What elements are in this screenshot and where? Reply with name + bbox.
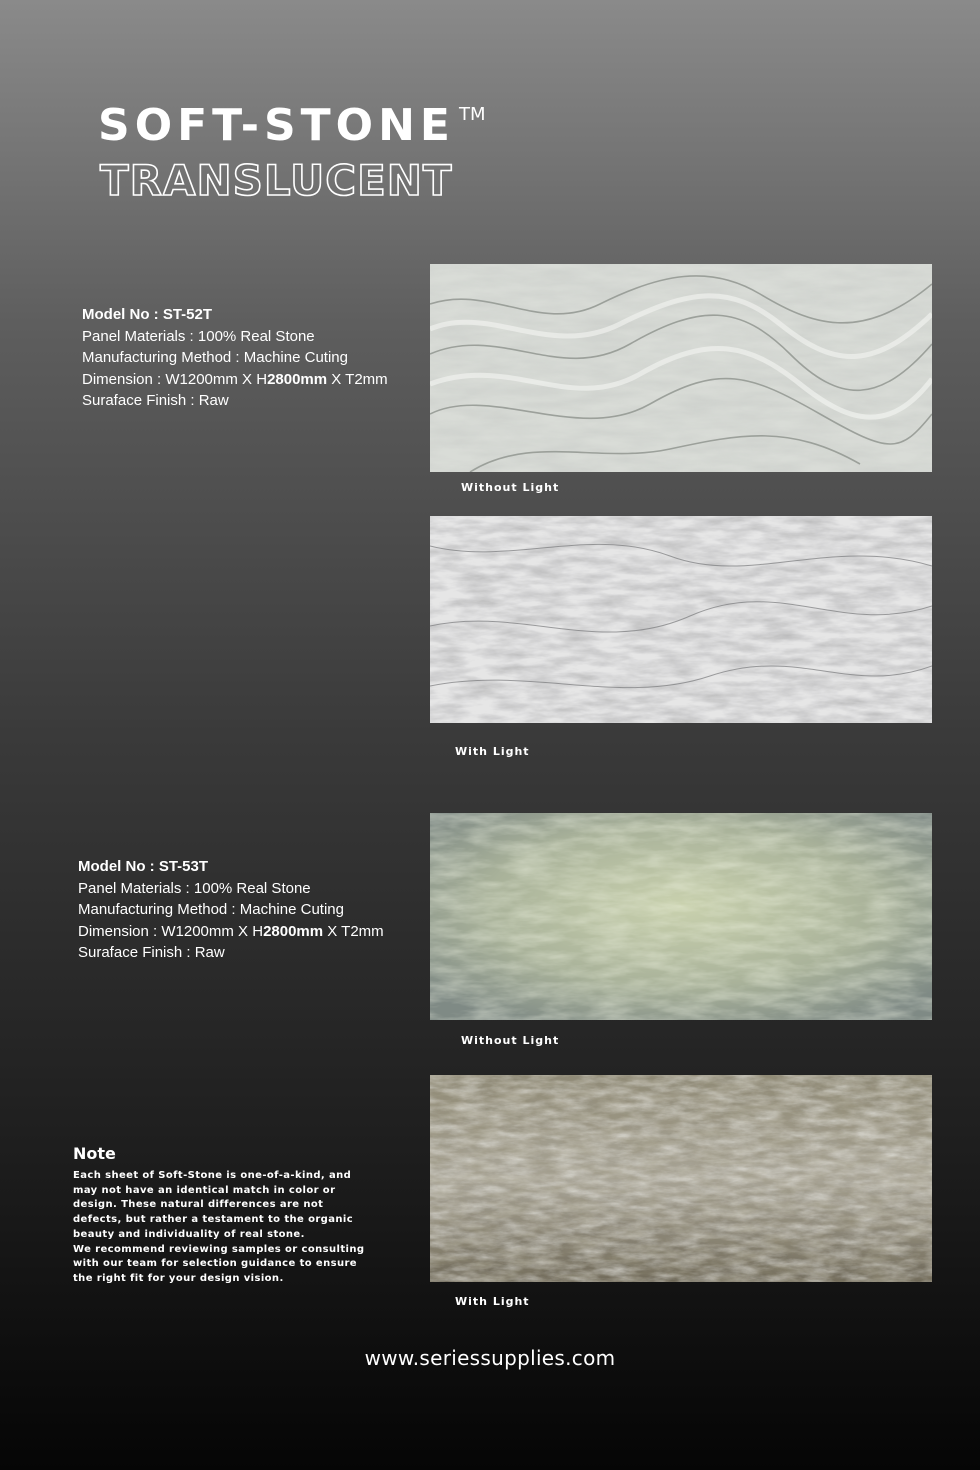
marble-swatch-image — [430, 813, 932, 1020]
brand-title — [98, 100, 485, 151]
stone-panel-st53t-with-light — [430, 1075, 932, 1282]
surface-finish: Suraface Finish : Raw — [78, 944, 225, 962]
note-line: beauty and individuality of real stone. — [73, 1228, 305, 1240]
caption-without-light: Without Light — [461, 1034, 560, 1047]
note-line: Each sheet of Soft-Stone is one-of-a-kind, and — [73, 1170, 352, 1181]
note-line: with our team for selection guidance to ensure — [73, 1258, 357, 1270]
caption-with-light: With Light — [455, 745, 530, 758]
marble-swatch-image — [430, 516, 932, 723]
panel-materials: Panel Materials : 100% Real Stone — [82, 327, 315, 345]
spec-block-st53t — [78, 856, 384, 964]
marble-swatch-image — [430, 1075, 932, 1282]
stone-panel-st52t-with-light — [430, 516, 932, 723]
note-line: defects, but rather a testament to the organic — [73, 1214, 354, 1226]
note-line: may not have an identical match in color or — [73, 1184, 336, 1196]
trademark-mark: TM — [458, 104, 486, 125]
manufacturing-method: Manufacturing Method : Machine Cuting — [82, 349, 348, 367]
note-line: design. These natural differences are not — [73, 1199, 324, 1211]
product-line-title: TRANSLUCENT — [100, 156, 453, 205]
note-body — [73, 1169, 373, 1287]
marble-swatch-image — [430, 264, 932, 472]
dimension: Dimension : W1200mm X H2800mm X T2mm — [82, 370, 388, 388]
caption-with-light: With Light — [455, 1295, 530, 1308]
caption-without-light: Without Light — [461, 481, 560, 494]
brand-name: SOFT-STONE — [98, 100, 455, 151]
model-number: Model No : ST-52T — [82, 306, 213, 323]
note-line: We recommend reviewing samples or consulting — [73, 1243, 365, 1255]
stone-panel-st53t-without-light — [430, 813, 932, 1020]
dimension: Dimension : W1200mm X H2800mm X T2mm — [78, 922, 384, 940]
note-heading: Note — [73, 1144, 116, 1163]
panel-materials: Panel Materials : 100% Real Stone — [78, 879, 311, 897]
spec-block-st52t — [82, 304, 388, 412]
note-line: the right fit for your design vision. — [73, 1272, 284, 1284]
model-number: Model No : ST-53T — [78, 858, 209, 875]
website-link[interactable]: www.seriessupplies.com — [364, 1346, 616, 1370]
surface-finish: Suraface Finish : Raw — [82, 392, 229, 410]
manufacturing-method: Manufacturing Method : Machine Cuting — [78, 901, 344, 919]
stone-panel-st52t-without-light — [430, 264, 932, 472]
